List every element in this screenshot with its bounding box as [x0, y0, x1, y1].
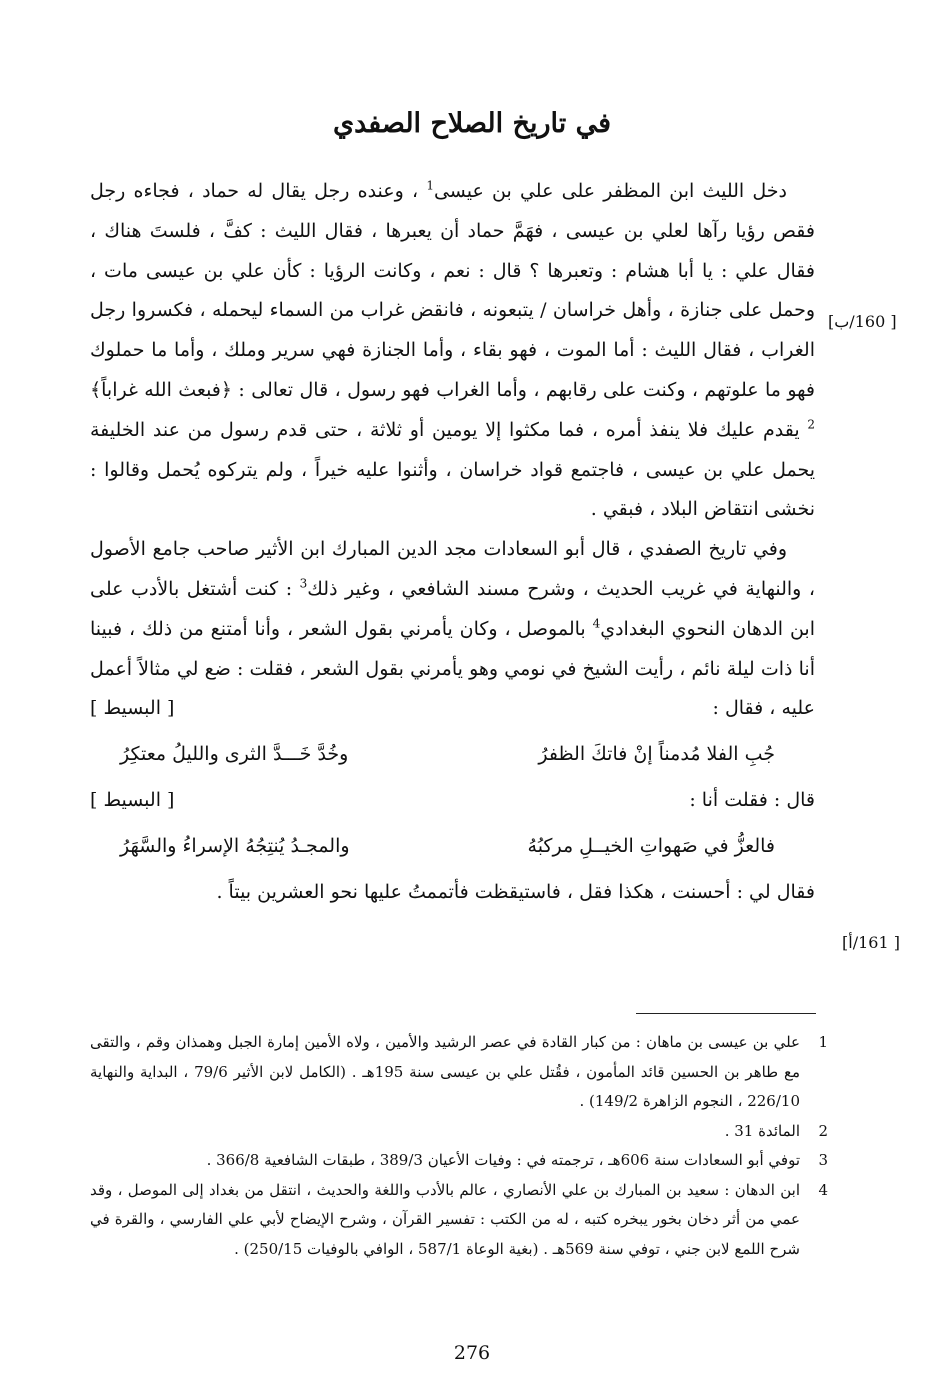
paragraph-1	[90, 172, 815, 530]
footnote-ref-1: 1	[426, 178, 434, 193]
footnote-item	[90, 1146, 828, 1176]
page-title: في تاريخ الصلاح الصفدي	[332, 108, 612, 139]
footnote-text: توفي أبو السعادات سنة 606هـ ، ترجمته في : وفيات الأعيان 389/3 ، طبقات الشافعية 366/8 .	[206, 1151, 800, 1169]
main-text	[90, 172, 815, 912]
poem-verse-1	[90, 735, 815, 775]
closing-line: فقال لي : أحسنت ، هكذا فقل ، فاستيقظت فأتممتُ عليها نحو العشرين بيتاً .	[216, 880, 815, 903]
verse-first-hemistich: جُبِ الفلا مُدمناً إنْ فاتكَ الظفرُ	[538, 743, 775, 766]
poem-verse-2	[90, 827, 815, 867]
margin-folio-note-160b: [ 160/ب]	[828, 312, 897, 331]
footnote-item	[90, 1117, 828, 1147]
speech-text: قال : فقلت أنا :	[689, 788, 815, 811]
footnote-number: 4	[818, 1180, 828, 1199]
paragraph-text: ، وعنده رجل يقال له حماد ، فجاءه رجل فقص رؤيا رآها لعلي بن عيسى ، فهَمَّ حماد أن يعبرها ، فقال الليث : كفَّ ، فلستَ هناك ، فقال علي : يا أبا هشام : وتعبرها ؟ قال : نعم ، وكانت الرؤيا : كأن علي بن عيسى مات ، وحمل على جنازة ، وأهل خراسان / يتبعونه ، فانقض غراب من السماء ليحمله ، فكسروا رجل الغراب ، فقال الليث : أما الموت ، فهو بقاء ، وأما الجنازة فهي سرير وملك ، وأما ما حملوك فهو ما علوتهم ، وكنت على رقابهم ، وأما الغراب فهو رسول ، قال تعالى : ﴿فبعث الله غراباً﴾	[90, 180, 815, 401]
paragraph-text: وفي تاريخ الصفدي ، قال أبو السعادات مجد الدين المبارك ابن الأثير صاحب جامع الأصول ، والنهاية في غريب الحديث ، وشرح مسند الشافعي ، وغير ذلك	[90, 538, 815, 600]
paragraph-2	[90, 530, 815, 729]
paragraph-text: يقدم عليك فلا ينفذ أمره ، فما مكثوا إلا يومين أو ثلاثة ، حتى قدم رسول من عند الخليفة يحمل علي بن عيسى ، فاجتمع قواد خراسان ، وأثنوا عليه خيراً ، ولم يتركوه يُحمل وقالوا : نخشى انتقاض البلاد ، فبقي .	[90, 418, 815, 521]
footnote-text: المائدة 31 .	[724, 1121, 800, 1140]
footnote-text: ابن الدهان : سعيد بن المبارك بن علي الأنصاري ، عالم بالأدب واللغة والحديث ، انتقل من بغداد إلى الموصل ، وقد عمي من أثر دخان بخور يبخره كتبه ، له من الكتب : تفسير القرآن ، وشرح الإيضاح لأبي علي الفارسي ، والقرة في شرح اللمع لابن جني ، توفي سنة 569هـ . (بغية الوعاة 587/1 ، الوافي بالوفيات 250/15) .	[90, 1180, 800, 1258]
footnote-divider	[636, 1013, 816, 1014]
paragraph-text: بالموصل ، وكان يأمرني بقول الشعر ، وأنا أمتنع من ذلك ، فبينا أنا ذات ليلة نائم ، رأيت الشيخ في نومي وهو يأمرني بقول الشعر ، فقلت : ضع لي مثالاً أعمل عليه ، فقال :	[90, 617, 815, 720]
verse-first-hemistich: فالعزُّ في صَهواتِ الخيــلِ مركبُهُ	[527, 834, 775, 857]
footnote-number: 2	[818, 1121, 828, 1140]
footnote-number: 3	[818, 1151, 828, 1169]
paragraph-text: : كنت أشتغل بالأدب على ابن الدهان النحوي البغدادي	[90, 577, 815, 640]
page-number: 276	[453, 1342, 491, 1364]
footnote-item	[90, 1176, 828, 1265]
margin-folio-note-161a: [ 161/أ]	[842, 933, 900, 952]
footnote-ref-3: 3	[299, 576, 308, 591]
footnote-ref-4: 4	[592, 616, 601, 631]
footnote-ref-2: 2	[807, 417, 815, 432]
verse-second-hemistich: وخُدَّ خَـــدَّ الثرى والليلُ معتكِرُ	[120, 743, 349, 766]
verse-second-hemistich: والمجـدُ يُنتِجُهُ الإسراءُ والسَّهَرُ	[120, 834, 350, 857]
footnote-number: 1	[818, 1033, 828, 1051]
meter-label: [ البسيط ]	[90, 788, 175, 811]
speech-line	[90, 781, 815, 821]
footnotes	[90, 1028, 828, 1264]
footnote-item	[90, 1028, 828, 1117]
meter-label: [ البسيط ]	[90, 697, 175, 720]
footnote-text: علي بن عيسى بن ماهان : من كبار القادة في عصر الرشيد والأمين ، ولاه الأمين إمارة الجبل وهمذان وقم ، والتقى مع طاهر بن الحسين قائد المأمون ، فقُتل علي بن عيسى سنة 195هـ . (الكامل لابن الأثير 79/6 ، البداية والنهاية 226/10 ، النجوم الزاهرة 149/2) .	[90, 1033, 800, 1110]
paragraph-text: دخل الليث ابن المظفر على علي بن عيسى	[433, 180, 788, 202]
